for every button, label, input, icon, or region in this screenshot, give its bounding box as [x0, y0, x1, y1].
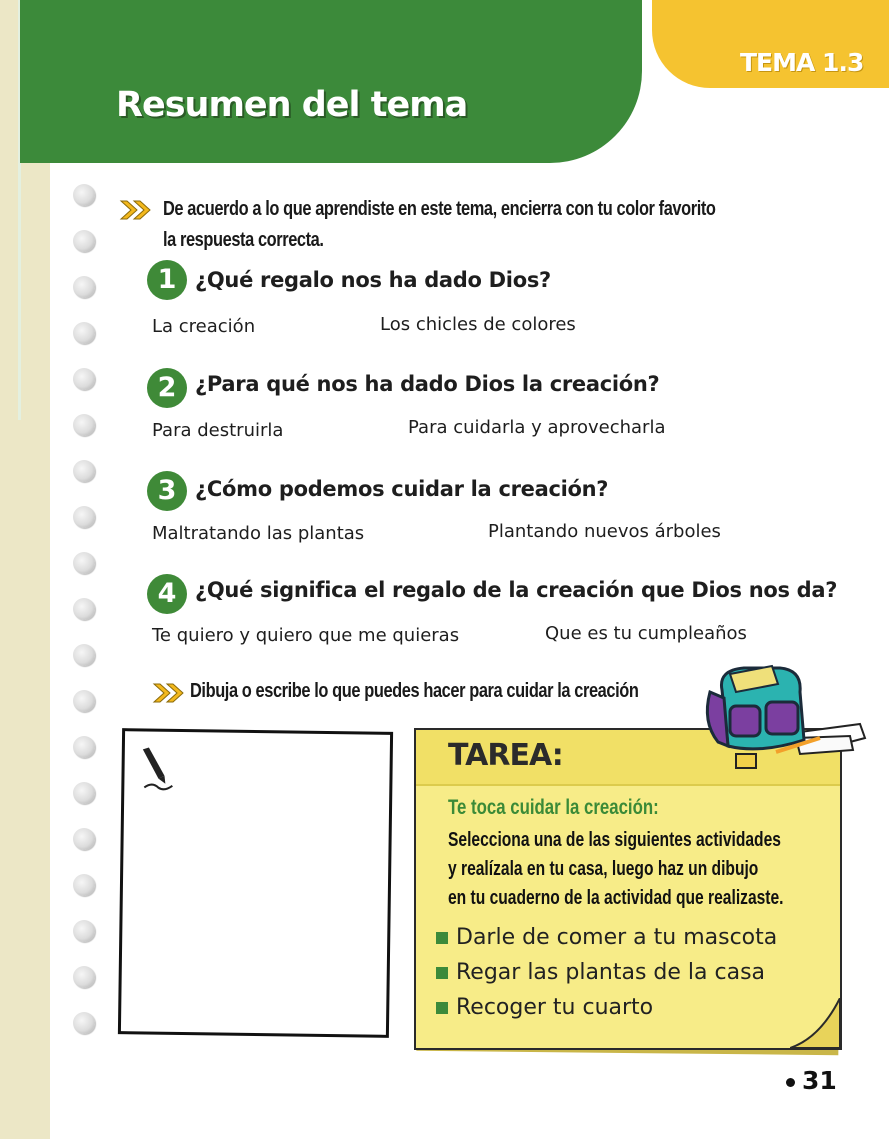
pencil-icon — [136, 745, 179, 794]
tema-label: TEMA 1.3 — [740, 48, 864, 77]
instruction-line-1: De acuerdo a lo que aprendiste en este tema, encierra con tu color favorito — [163, 198, 716, 220]
double-chevron-icon — [119, 199, 153, 221]
ring-icon — [73, 1012, 95, 1034]
question-text: ¿Qué regalo nos ha dado Dios? — [195, 268, 551, 292]
ring-icon — [73, 598, 95, 620]
answer-option[interactable]: Para cuidarla y aprovecharla — [408, 417, 666, 438]
ring-icon — [73, 506, 95, 528]
answer-option[interactable]: La creación — [152, 316, 256, 337]
ring-icon — [73, 414, 95, 436]
square-bullet-icon — [436, 967, 448, 979]
page-title: Resumen del tema — [116, 85, 468, 125]
tarea-text-line: y realízala en tu casa, luego haz un dibujo — [448, 858, 759, 880]
ring-icon — [73, 966, 95, 988]
ring-icon — [73, 322, 95, 344]
tarea-text-line: Selecciona una de las siguientes actividades — [448, 829, 781, 851]
square-bullet-icon — [436, 1002, 448, 1014]
tarea-text-line: en tu cuaderno de la actividad que realizaste. — [448, 887, 784, 909]
page-number-bullet — [786, 1078, 795, 1087]
answer-option[interactable]: Plantando nuevos árboles — [488, 521, 721, 542]
answer-option[interactable]: Para destruirla — [152, 420, 284, 441]
question-number-badge: 1 — [147, 260, 187, 300]
ring-icon — [73, 184, 95, 206]
ring-icon — [73, 690, 95, 712]
double-chevron-icon — [152, 682, 186, 704]
draw-instruction: Dibuja o escribe lo que puedes hacer para cuidar la creación — [190, 680, 639, 702]
task-label: Darle de comer a tu mascota — [456, 925, 778, 950]
tarea-subtitle: Te toca cuidar la creación: — [448, 796, 659, 819]
ring-icon — [73, 368, 95, 390]
answer-option[interactable]: Los chicles de colores — [380, 314, 576, 335]
question-number-badge: 2 — [147, 368, 187, 408]
tarea-note — [414, 728, 842, 1050]
ring-icon — [73, 276, 95, 298]
tarea-instructions — [448, 826, 784, 913]
square-bullet-icon — [436, 932, 448, 944]
question-text: ¿Cómo podemos cuidar la creación? — [195, 477, 609, 501]
task-list — [436, 920, 777, 1025]
ring-icon — [73, 644, 95, 666]
task-item — [436, 990, 777, 1025]
task-item — [436, 920, 777, 955]
page-curl — [790, 998, 840, 1048]
ring-icon — [73, 874, 95, 896]
question-number-badge: 3 — [147, 471, 187, 511]
drawing-area[interactable] — [118, 728, 393, 1038]
task-item — [436, 955, 777, 990]
answer-option[interactable]: Te quiero y quiero que me quieras — [152, 625, 460, 646]
answer-option[interactable]: Que es tu cumpleaños — [545, 623, 747, 644]
backpack-illustration — [700, 662, 870, 772]
main-instruction — [163, 194, 716, 256]
task-label: Recoger tu cuarto — [456, 995, 654, 1020]
ring-icon — [73, 552, 95, 574]
answer-option[interactable]: Maltratando las plantas — [152, 523, 365, 544]
page-number: 31 — [802, 1066, 837, 1095]
ring-icon — [73, 460, 95, 482]
question-number-badge: 4 — [147, 574, 187, 614]
notebook-spine — [0, 0, 50, 1139]
question-text: ¿Para qué nos ha dado Dios la creación? — [195, 372, 660, 396]
ring-icon — [73, 828, 95, 850]
tarea-title: TAREA: — [448, 738, 563, 773]
ring-icon — [73, 920, 95, 942]
ring-icon — [73, 736, 95, 758]
ring-icon — [73, 782, 95, 804]
question-text: ¿Qué significa el regalo de la creación que Dios nos da? — [195, 578, 838, 602]
header-banner — [20, 0, 642, 163]
instruction-line-2: la respuesta correcta. — [163, 229, 324, 251]
ring-icon — [73, 230, 95, 252]
task-label: Regar las plantas de la casa — [456, 960, 766, 985]
